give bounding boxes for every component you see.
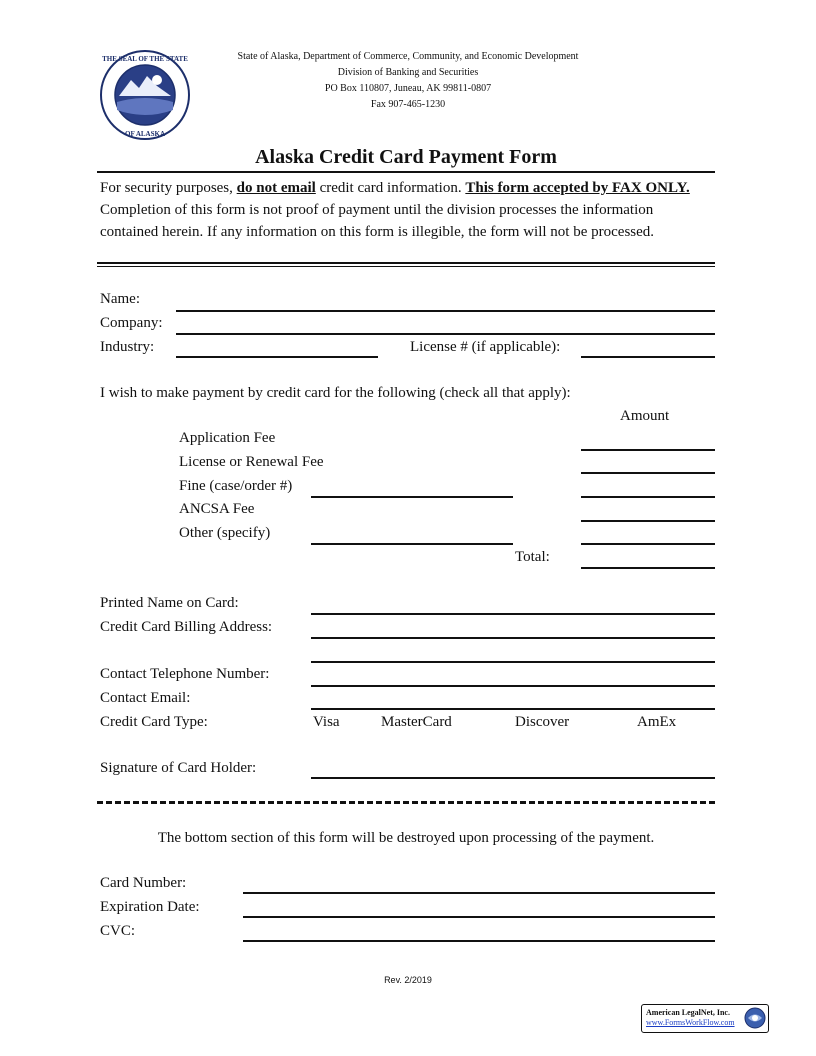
expiration-field[interactable] bbox=[243, 916, 715, 918]
item-application-fee: Application Fee bbox=[179, 430, 276, 446]
notice-text-2: credit card information. bbox=[315, 180, 466, 196]
item-fine: Fine (case/order #) bbox=[179, 478, 293, 494]
signature-label: Signature of Card Holder: bbox=[100, 760, 257, 776]
signature-field[interactable] bbox=[311, 777, 715, 779]
printed-name-label: Printed Name on Card: bbox=[100, 595, 239, 611]
amount-ancsa-fee[interactable] bbox=[581, 520, 715, 522]
seal-text-top: THE SEAL OF THE STATE bbox=[102, 55, 188, 63]
cvc-label: CVC: bbox=[100, 923, 136, 939]
revision-date: Rev. 2/2019 bbox=[384, 975, 432, 985]
notice-text-3: Completion of this form is not proof of payment until the division processes the information contained herein. If any information on this form is illegible, the form will not be processed. bbox=[100, 202, 655, 240]
email-label: Contact Email: bbox=[100, 690, 191, 706]
badge-url[interactable]: www.FormsWorkFlow.com bbox=[646, 1018, 735, 1027]
license-label: License # (if applicable): bbox=[410, 339, 561, 355]
notice-no-email: do not email bbox=[236, 180, 316, 196]
intro-rule-2 bbox=[97, 266, 715, 267]
notice-text-1: For security purposes, bbox=[100, 180, 237, 196]
amount-header: Amount bbox=[620, 408, 670, 424]
legalnet-badge[interactable] bbox=[641, 1004, 769, 1033]
telephone-field[interactable] bbox=[311, 685, 715, 687]
seal-text-bottom: OF ALASKA bbox=[125, 130, 165, 138]
billing-address-field-1[interactable] bbox=[311, 637, 715, 639]
amount-fine[interactable] bbox=[581, 496, 715, 498]
card-type-label: Credit Card Type: bbox=[100, 714, 208, 730]
amount-total[interactable] bbox=[581, 567, 715, 569]
industry-field[interactable] bbox=[176, 356, 378, 358]
company-field[interactable] bbox=[176, 333, 715, 335]
form-title: Alaska Credit Card Payment Form bbox=[255, 146, 557, 168]
item-ancsa-fee: ANCSA Fee bbox=[179, 501, 255, 517]
payment-prompt: I wish to make payment by credit card for the following (check all that apply): bbox=[100, 385, 571, 401]
header-fax: Fax 907-465-1230 bbox=[370, 99, 446, 110]
notice-fax-only: This form accepted by FAX ONLY. bbox=[465, 180, 690, 196]
other-specify-field[interactable] bbox=[311, 543, 513, 545]
badge-company: American LegalNet, Inc. bbox=[646, 1008, 730, 1017]
amount-license-renewal-fee[interactable] bbox=[581, 472, 715, 474]
destroy-note: The bottom section of this form will be destroyed upon processing of the payment. bbox=[157, 830, 655, 846]
intro-rule-1 bbox=[97, 262, 715, 264]
total-label: Total: bbox=[515, 549, 550, 565]
email-field[interactable] bbox=[311, 708, 715, 710]
billing-address-field-2[interactable] bbox=[311, 661, 715, 663]
expiration-label: Expiration Date: bbox=[100, 899, 200, 915]
printed-name-field[interactable] bbox=[311, 613, 715, 615]
cut-line bbox=[97, 801, 715, 804]
title-rule bbox=[97, 171, 715, 173]
cvc-field[interactable] bbox=[243, 940, 715, 942]
telephone-label: Contact Telephone Number: bbox=[100, 666, 270, 682]
company-label: Company: bbox=[100, 315, 163, 331]
card-number-label: Card Number: bbox=[100, 875, 187, 891]
amount-other[interactable] bbox=[581, 543, 715, 545]
globe-icon bbox=[744, 1007, 766, 1029]
item-license-renewal-fee: License or Renewal Fee bbox=[179, 454, 324, 470]
industry-label: Industry: bbox=[100, 339, 155, 355]
amount-application-fee[interactable] bbox=[581, 449, 715, 451]
license-field[interactable] bbox=[581, 356, 715, 358]
header-agency: State of Alaska, Department of Commerce, Community, and Economic Development bbox=[237, 51, 579, 62]
card-type-discover[interactable]: Discover bbox=[515, 714, 570, 730]
card-type-mastercard[interactable]: MasterCard bbox=[381, 714, 452, 730]
security-notice bbox=[100, 177, 712, 243]
header-division: Division of Banking and Securities bbox=[337, 67, 479, 78]
item-other: Other (specify) bbox=[179, 525, 271, 541]
fine-case-number-field[interactable] bbox=[311, 496, 513, 498]
name-label: Name: bbox=[100, 291, 140, 307]
card-type-amex[interactable]: AmEx bbox=[637, 714, 677, 730]
billing-address-label: Credit Card Billing Address: bbox=[100, 619, 273, 635]
name-field[interactable] bbox=[176, 310, 715, 312]
card-type-visa[interactable]: Visa bbox=[313, 714, 340, 730]
card-number-field[interactable] bbox=[243, 892, 715, 894]
header-address: PO Box 110807, Juneau, AK 99811-0807 bbox=[324, 83, 492, 94]
